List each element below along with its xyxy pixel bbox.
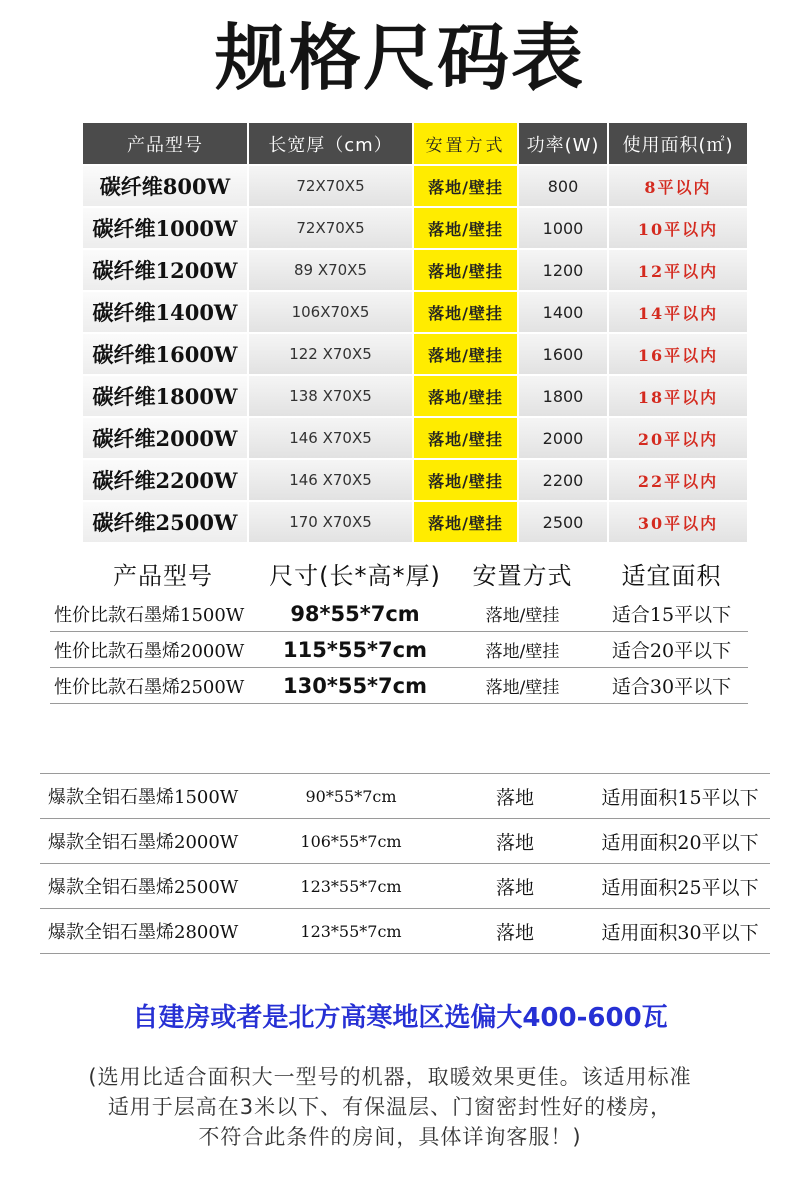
install-cell: 落地/壁挂 [413, 459, 518, 501]
model-cell: 爆款全铝石墨烯1500W [48, 787, 239, 808]
install-cell: 落地 [495, 831, 534, 854]
header-model: 产品型号 [82, 122, 248, 165]
page-title: 规格尺码表 [214, 16, 585, 100]
area-cell: 适合30平以下 [611, 676, 732, 698]
table-row [82, 417, 748, 459]
area-cell: 14平以内 [608, 291, 748, 333]
table-row [50, 632, 748, 668]
table-row [82, 375, 748, 417]
area-cell: 适合20平以下 [611, 640, 732, 662]
header-size: 尺寸(长*高*厚) [269, 561, 441, 590]
area-cell: 20平以内 [608, 417, 748, 459]
install-cell: 落地/壁挂 [413, 333, 518, 375]
size-cell: 106X70X5 [248, 291, 413, 333]
install-cell: 落地/壁挂 [413, 249, 518, 291]
install-cell: 落地/壁挂 [413, 375, 518, 417]
area-cell: 18平以内 [608, 375, 748, 417]
table-row [82, 249, 748, 291]
power-cell: 2500 [518, 501, 608, 543]
size-cell: 115*55*7cm [283, 637, 427, 662]
install-cell: 落地/壁挂 [413, 207, 518, 249]
size-cell: 146 X70X5 [248, 459, 413, 501]
model-cell: 爆款全铝石墨烯2000W [48, 832, 239, 853]
carbon-table-header [82, 122, 748, 165]
table-row [82, 207, 748, 249]
graphene-table-body [50, 596, 748, 704]
power-cell: 1600 [518, 333, 608, 375]
install-cell: 落地/壁挂 [413, 501, 518, 543]
table-row [50, 596, 748, 632]
area-cell: 22平以内 [608, 459, 748, 501]
footnote-line: (选用比适合面积大一型号的机器，取暖效果更佳。该适用标准 [88, 1065, 692, 1089]
header-install: 安置方式 [472, 561, 573, 590]
install-cell: 落地 [495, 786, 534, 809]
power-cell: 1200 [518, 249, 608, 291]
install-cell: 落地/壁挂 [413, 291, 518, 333]
table-row [40, 774, 770, 819]
header-model: 产品型号 [113, 561, 213, 590]
area-cell: 适用面积15平以下 [601, 786, 759, 809]
area-cell: 12平以内 [608, 249, 748, 291]
install-cell: 落地/壁挂 [413, 417, 518, 459]
recommendation-notice: 自建房或者是北方高寒地区选偏大400-600瓦 [132, 1003, 668, 1033]
install-cell: 落地/壁挂 [485, 678, 560, 698]
graphene-spec-table [50, 550, 748, 704]
size-cell: 122 X70X5 [248, 333, 413, 375]
size-cell: 138 X70X5 [248, 375, 413, 417]
power-cell: 1800 [518, 375, 608, 417]
table-row [82, 459, 748, 501]
table-row [82, 165, 748, 207]
area-cell: 8平以内 [608, 165, 748, 207]
size-cell: 72X70X5 [248, 165, 413, 207]
header-size: 长宽厚（cm） [248, 122, 413, 165]
area-cell: 适用面积30平以下 [601, 921, 759, 944]
power-cell: 800 [518, 165, 608, 207]
area-cell: 30平以内 [608, 501, 748, 543]
power-cell: 1000 [518, 207, 608, 249]
power-cell: 1400 [518, 291, 608, 333]
size-cell: 123*55*7cm [300, 921, 402, 941]
model-cell: 碳纤维2200W [82, 459, 248, 501]
model-cell: 性价比款石墨烯1500W [54, 604, 245, 626]
power-cell: 2000 [518, 417, 608, 459]
table-row [40, 864, 770, 909]
size-cell: 106*55*7cm [300, 831, 402, 851]
header-power: 功率(W) [518, 122, 608, 165]
table-row [40, 909, 770, 954]
model-cell: 碳纤维1400W [82, 291, 248, 333]
graphene-table-header [50, 550, 748, 596]
aluminum-table-body [40, 774, 770, 954]
size-cell: 170 X70X5 [248, 501, 413, 543]
area-cell: 适合15平以下 [611, 604, 732, 626]
power-cell: 2200 [518, 459, 608, 501]
header-area: 适宜面积 [621, 561, 722, 590]
install-cell: 落地/壁挂 [485, 606, 560, 626]
area-cell: 适用面积20平以下 [601, 831, 759, 854]
footnote-line: 适用于层高在3米以下、有保温层、门窗密封性好的楼房， [107, 1095, 673, 1119]
model-cell: 碳纤维1000W [82, 207, 248, 249]
size-cell: 90*55*7cm [305, 786, 397, 806]
aluminum-graphene-spec-table [40, 773, 770, 954]
footnote [0, 1062, 780, 1152]
model-cell: 碳纤维1600W [82, 333, 248, 375]
size-cell: 130*55*7cm [283, 673, 427, 698]
size-cell: 72X70X5 [248, 207, 413, 249]
table-row [82, 333, 748, 375]
model-cell: 性价比款石墨烯2000W [54, 640, 245, 662]
model-cell: 碳纤维1800W [82, 375, 248, 417]
area-cell: 适用面积25平以下 [601, 876, 759, 899]
footnote-line: 不符合此条件的房间，具体详询客服！) [198, 1125, 582, 1149]
size-cell: 146 X70X5 [248, 417, 413, 459]
install-cell: 落地/壁挂 [413, 165, 518, 207]
install-cell: 落地 [495, 876, 534, 899]
install-cell: 落地/壁挂 [485, 642, 560, 662]
table-row [40, 819, 770, 864]
table-row [50, 668, 748, 704]
table-row [82, 501, 748, 543]
model-cell: 爆款全铝石墨烯2500W [48, 877, 239, 898]
model-cell: 爆款全铝石墨烯2800W [48, 922, 239, 943]
header-install: 安置方式 [413, 122, 518, 165]
model-cell: 碳纤维2000W [82, 417, 248, 459]
model-cell: 碳纤维1200W [82, 249, 248, 291]
area-cell: 10平以内 [608, 207, 748, 249]
area-cell: 16平以内 [608, 333, 748, 375]
carbon-fiber-spec-table [82, 122, 748, 543]
size-cell: 89 X70X5 [248, 249, 413, 291]
model-cell: 碳纤维800W [82, 165, 248, 207]
table-row [82, 291, 748, 333]
model-cell: 性价比款石墨烯2500W [54, 676, 245, 698]
model-cell: 碳纤维2500W [82, 501, 248, 543]
size-cell: 123*55*7cm [300, 876, 402, 896]
size-cell: 98*55*7cm [290, 601, 420, 626]
carbon-table-body [82, 165, 748, 543]
install-cell: 落地 [495, 921, 534, 944]
header-area: 使用面积(㎡) [608, 122, 748, 165]
